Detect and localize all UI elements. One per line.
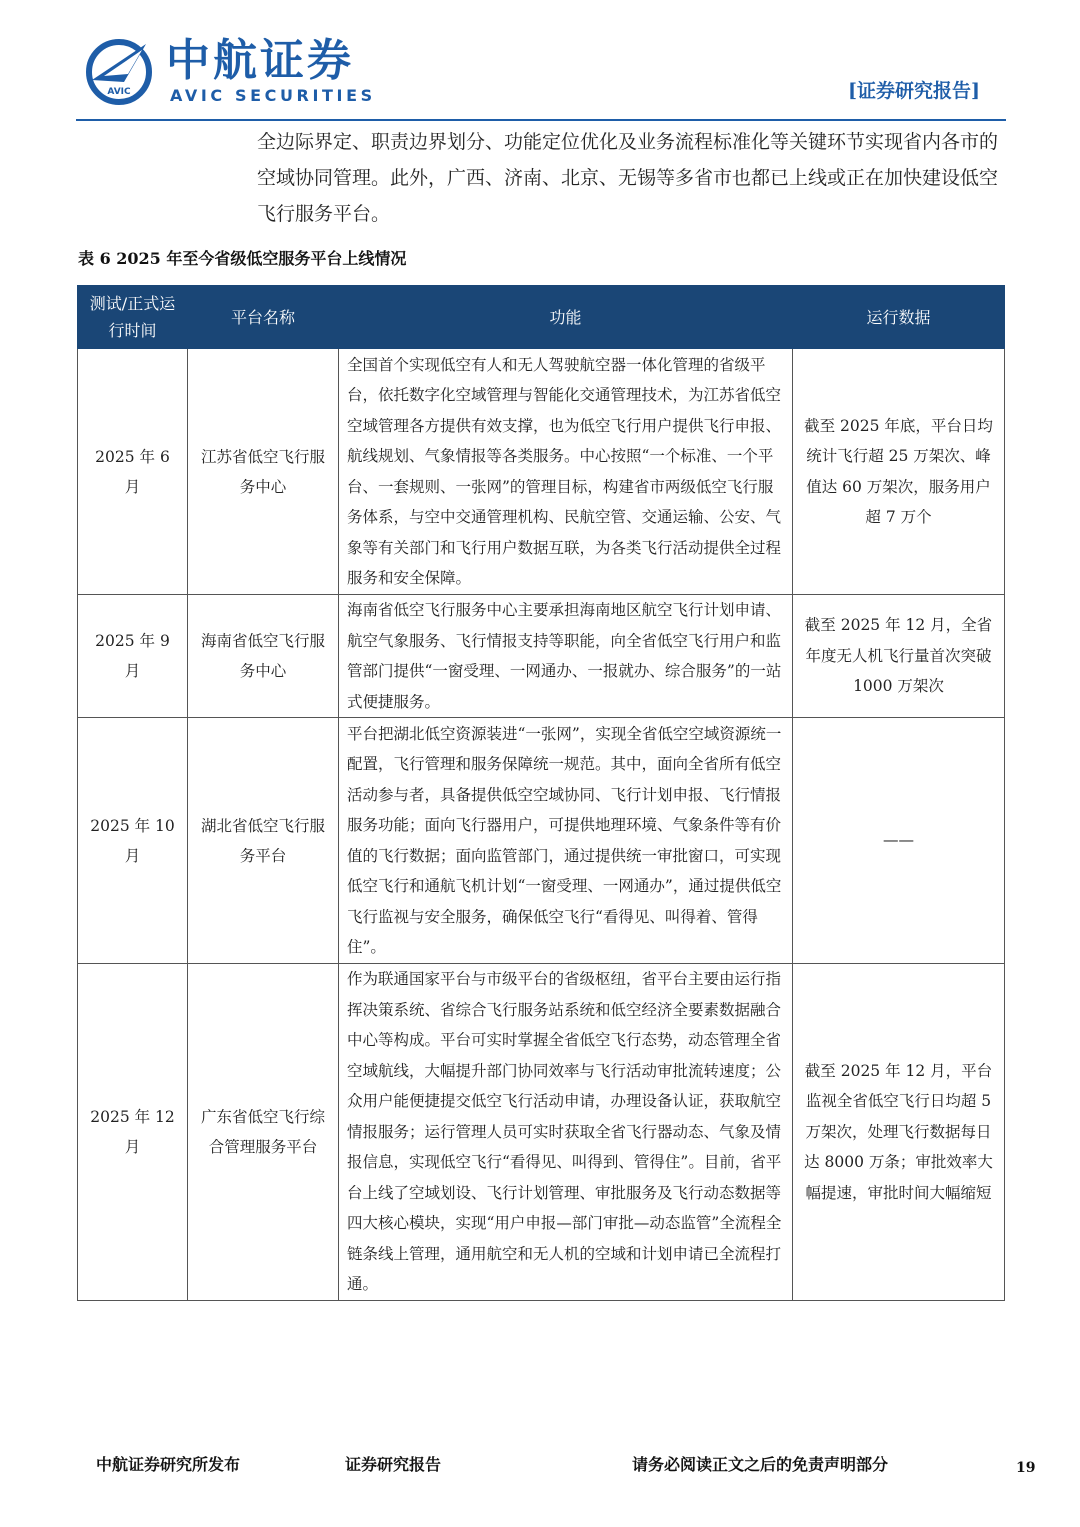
header-divider (76, 119, 1006, 121)
cell-function: 全国首个实现低空有人和无人驾驶航空器一体化管理的省级平台，依托数字化空域管理与智能化交通管理技术，为江苏省低空空域管理各方提供有效支撑，也为低空飞行用户提供飞行申报、航线规划、气象情报等各类服务。中心按照“一个标准、一个平台、一套规则、一张网”的管理目标，构建省市两级低空飞行服务体系，与空中交通管理机构、民航空管、交通运输、公安、气象等有关部门和飞行用户数据互联，为各类飞行活动提供全过程服务和安全保障。 (339, 349, 793, 595)
cell-stats: —— (793, 718, 1005, 964)
cell-date: 2025 年 10 月 (78, 718, 188, 964)
table-caption: 表 6 2025 年至今省级低空服务平台上线情况 (78, 249, 407, 268)
cell-date: 2025 年 12 月 (78, 964, 188, 1301)
cell-platform-name: 江苏省低空飞行服务中心 (188, 349, 339, 595)
cell-date: 2025 年 6 月 (78, 349, 188, 595)
cell-stats: 截至 2025 年底，平台日均统计飞行超 25 万架次、峰值达 60 万架次，服务用户超 7 万个 (793, 349, 1005, 595)
table-row (78, 349, 1005, 595)
cell-function: 平台把湖北低空资源装进“一张网”，实现全省低空空域资源统一配置，飞行管理和服务保障统一规范。其中，面向全省所有低空活动参与者，具备提供低空空域协同、飞行计划申报、飞行情报服务功能；面向飞行器用户，可提供地理环境、气象条件等有价值的飞行数据；面向监管部门，通过提供统一审批窗口，可实现低空飞行和通航飞机计划“一窗受理、一网通办”，通过提供低空飞行监视与安全服务，确保低空飞行“看得见、叫得着、管得住”。 (339, 718, 793, 964)
cell-stats: 截至 2025 年 12 月，全省年度无人机飞行量首次突破 1000 万架次 (793, 595, 1005, 718)
cell-function: 海南省低空飞行服务中心主要承担海南地区航空飞行计划申请、航空气象服务、飞行情报支持等职能，向全省低空飞行用户和监管部门提供“一窗受理、一网通办、一报就办、综合服务”的一站式便捷服务。 (339, 595, 793, 718)
logo-chinese-name: 中航证券 (166, 35, 354, 86)
table-row (78, 964, 1005, 1301)
report-type-tag: [证券研究报告] (848, 80, 980, 102)
cell-platform-name: 广东省低空飞行综合管理服务平台 (188, 964, 339, 1301)
cell-platform-name: 海南省低空飞行服务中心 (188, 595, 339, 718)
cell-platform-name: 湖北省低空飞行服务平台 (188, 718, 339, 964)
intro-paragraph: 全边际界定、职责边界划分、功能定位优化及业务流程标准化等关键环节实现省内各市的空域协同管理。此外，广西、济南、北京、无锡等多省市也都已上线或正在加快建设低空飞行服务平台。 (257, 131, 999, 225)
footer-publisher: 中航证券研究所发布 (96, 1455, 241, 1474)
page-header (0, 0, 1080, 125)
avic-logo-icon (84, 36, 154, 106)
footer-disclaimer: 请务必阅读正文之后的免责声明部分 (632, 1455, 889, 1474)
cell-date: 2025 年 9 月 (78, 595, 188, 718)
cell-stats: 截至 2025 年 12 月，平台监视全省低空飞行日均超 5 万架次，处理飞行数据每日达 8000 万条；审批效率大幅提速，审批时间大幅缩短 (793, 964, 1005, 1301)
header-date: 测试/正式运行时间 (78, 286, 188, 349)
logo-english-name: AVIC SECURITIES (170, 86, 376, 105)
table-header-row (78, 286, 1005, 349)
header-name: 平台名称 (188, 286, 339, 349)
page-number: 19 (1016, 1460, 1036, 1476)
header-function: 功能 (339, 286, 793, 349)
platform-table (77, 285, 1005, 1301)
logo-mark-label: AVIC (107, 87, 131, 97)
table-row (78, 718, 1005, 964)
header-stats: 运行数据 (793, 286, 1005, 349)
table-row (78, 595, 1005, 718)
cell-function: 作为联通国家平台与市级平台的省级枢纽，省平台主要由运行指挥决策系统、省综合飞行服务站系统和低空经济全要素数据融合中心等构成。平台可实时掌握全省低空飞行态势，动态管理全省空域航线，大幅提升部门协同效率与飞行活动审批流转速度；公众用户能便捷提交低空飞行活动申请，办理设备认证，获取航空情报服务；运行管理人员可实时获取全省飞行器动态、气象及情报信息，实现低空飞行“看得见、叫得到、管得住”。目前，省平台上线了空域划设、飞行计划管理、审批服务及飞行动态数据等四大核心模块，实现“用户申报—部门审批—动态监管”全流程全链条线上管理，通用航空和无人机的空域和计划申请已全流程打通。 (339, 964, 793, 1301)
footer-report-type: 证券研究报告 (345, 1455, 442, 1474)
